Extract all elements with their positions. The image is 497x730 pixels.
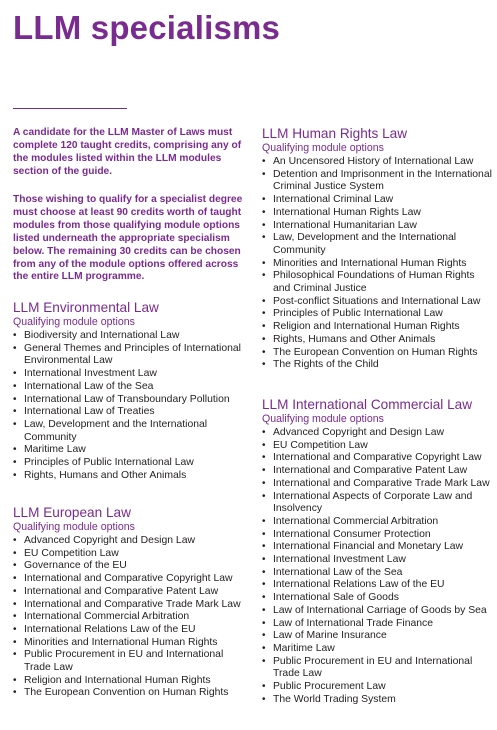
bullet-icon: • [262,194,266,206]
bullet-icon: • [13,418,17,430]
section-international-commercial-law [262,397,494,706]
module-label: International Investment Law [24,368,157,380]
module-item [13,586,249,599]
bullet-icon: • [262,554,266,566]
module-list [262,156,494,372]
bullet-icon: • [262,681,266,693]
bullet-icon: • [13,330,17,341]
module-item [262,220,494,233]
bullet-icon: • [262,359,266,371]
module-label: Law of Marine Insurance [273,630,387,642]
section-subtitle: Qualifying module options [262,413,384,425]
module-label: Governance of the EU [24,560,127,572]
bullet-icon: • [262,308,266,320]
module-item [262,359,494,372]
module-item [262,156,494,169]
module-item [13,419,249,444]
section-title: LLM International Commercial Law [262,397,473,412]
module-label: International Law of Treaties [24,406,155,418]
bullet-icon: • [13,535,17,546]
bullet-icon: • [262,427,266,438]
module-item [13,470,249,483]
intro-paragraph-2: Those wishing to qualify for a specialist degree must choose at least 90 credits worth of taught modules from those qualifying module options listed underneath the appropriate specialism below. The remaining 30 credits can be chosen from any of the module options offered across the entire LLM programme. [13,194,243,283]
module-label: Law of International Carriage of Goods by Sea [273,604,487,616]
module-item [13,624,249,637]
module-label: Maritime Law [24,444,86,456]
section-subtitle: Qualifying module options [13,316,135,328]
bullet-icon: • [262,528,266,540]
module-label: International Law of the Sea [273,566,403,578]
module-label: International Relations Law of the EU [24,623,196,635]
module-label: Minorities and International Human Rights [24,636,218,648]
bullet-icon: • [262,295,266,307]
page-title: LLM specialisms [13,9,281,46]
module-label: International and Comparative Patent Law [273,465,468,477]
module-label: International Investment Law [273,554,406,566]
module-item [262,643,494,656]
module-item [262,232,494,257]
module-item [262,630,494,643]
title-divider [13,108,127,109]
module-label: General Themes and Principles of International Environmental Law [24,342,241,367]
section-title: LLM Environmental Law [13,300,159,315]
module-item [262,169,494,194]
module-item [13,444,249,457]
module-item [13,573,249,586]
module-item [262,440,494,453]
section-subtitle: Qualifying module options [13,521,135,533]
section-environmental-law [13,300,249,482]
module-label: International Criminal Law [273,194,394,206]
bullet-icon: • [13,674,17,686]
bullet-icon: • [262,346,266,358]
module-label: Public Procurement Law [273,681,386,693]
module-label: International and Comparative Patent Law [24,585,219,597]
bullet-icon: • [262,206,266,218]
bullet-icon: • [262,617,266,629]
bullet-icon: • [262,270,266,282]
module-item [262,541,494,554]
section-title: LLM European Law [13,505,131,520]
module-label: International Sale of Goods [273,592,399,604]
module-item [13,394,249,407]
bullet-icon: • [13,560,17,572]
module-label: Post-conflict Situations and International Law [273,295,481,307]
bullet-icon: • [13,393,17,405]
module-label: Law of International Trade Finance [273,617,433,629]
module-item [262,427,494,440]
module-item [262,465,494,478]
module-label: Public Procurement in EU and International Trade Law [273,655,473,680]
module-item [262,554,494,567]
module-item [262,656,494,681]
bullet-icon: • [262,232,266,244]
module-item [262,308,494,321]
module-item [13,649,249,674]
section-subtitle: Qualifying module options [262,142,384,154]
module-label: Rights, Humans and Other Animals [24,469,187,481]
module-label: International Consumer Protection [273,528,431,540]
bullet-icon: • [262,333,266,345]
module-label: Public Procurement in EU and International Trade Law [24,649,224,674]
module-label: International Law of the Sea [24,380,154,392]
module-item [262,334,494,347]
module-label: Biodiversity and International Law [24,330,180,341]
bullet-icon: • [262,477,266,489]
bullet-icon: • [262,465,266,477]
module-item [13,330,249,343]
module-label: Rights, Humans and Other Animals [273,333,436,345]
section-human-rights-law [262,126,494,372]
module-label: The European Convention on Human Rights [24,687,229,699]
module-item [13,368,249,381]
module-label: International and Comparative Copyright Law [24,573,233,585]
bullet-icon: • [262,566,266,578]
bullet-icon: • [262,592,266,604]
module-item [262,321,494,334]
intro-paragraph-1: A candidate for the LLM Master of Laws must complete 120 taught credits, comprising any of the modules listed within the LLM modules section of the guide. [13,127,242,177]
bullet-icon: • [13,342,17,354]
bullet-icon: • [13,406,17,418]
section-european-law [13,505,249,700]
bullet-icon: • [262,321,266,333]
bullet-icon: • [262,630,266,642]
module-item [262,347,494,360]
module-label: An Uncensored History of International Law [273,156,474,167]
bullet-icon: • [13,469,17,481]
module-label: The Rights of the Child [273,359,379,371]
module-label: Detention and Imprisonment in the International Criminal Justice System [273,168,492,193]
module-item [262,194,494,207]
module-item [13,548,249,561]
module-label: International Aspects of Corporate Law and Insolvency [273,490,473,515]
module-label: International and Comparative Copyright Law [273,452,482,464]
module-item [262,270,494,295]
module-list [13,535,249,700]
module-item [262,452,494,465]
module-label: International Relations Law of the EU [273,579,445,591]
module-item [13,637,249,650]
module-item [262,567,494,580]
module-item [262,207,494,220]
module-list [13,330,249,482]
module-label: International Financial and Monetary Law [273,541,464,553]
bullet-icon: • [13,368,17,380]
module-label: Advanced Copyright and Design Law [273,427,444,438]
module-label: The European Convention on Human Rights [273,346,478,358]
module-label: International Law of Transboundary Pollution [24,393,230,405]
bullet-icon: • [13,649,17,661]
bullet-icon: • [262,642,266,654]
bullet-icon: • [13,623,17,635]
module-label: International Human Rights Law [273,206,421,218]
bullet-icon: • [262,515,266,527]
bullet-icon: • [262,604,266,616]
module-item [262,579,494,592]
bullet-icon: • [262,168,266,180]
module-label: International and Comparative Trade Mark Law [24,598,241,610]
bullet-icon: • [262,693,266,705]
module-item [262,618,494,631]
module-item [13,406,249,419]
module-item [13,457,249,470]
bullet-icon: • [13,444,17,456]
module-label: Religion and International Human Rights [273,321,460,333]
module-list [262,427,494,706]
module-label: Law, Development and the International Community [24,418,208,443]
bullet-icon: • [262,156,266,167]
module-label: EU Competition Law [24,547,119,559]
module-label: International Commercial Arbitration [273,515,439,527]
bullet-icon: • [13,380,17,392]
module-label: International and Comparative Trade Mark Law [273,477,490,489]
bullet-icon: • [13,457,17,469]
module-item [262,529,494,542]
module-item [262,681,494,694]
module-label: Advanced Copyright and Design Law [24,535,195,546]
bullet-icon: • [262,655,266,667]
module-label: EU Competition Law [273,439,368,451]
bullet-icon: • [262,541,266,553]
bullet-icon: • [13,585,17,597]
module-item [13,560,249,573]
module-item [13,599,249,612]
module-label: Law, Development and the International Community [273,232,457,256]
module-item [13,535,249,548]
module-label: International Commercial Arbitration [24,611,190,623]
bullet-icon: • [13,636,17,648]
module-label: Minorities and International Human Rights [273,257,467,269]
module-label: Principles of Public International Law [273,308,443,320]
bullet-icon: • [13,598,17,610]
module-label: Religion and International Human Rights [24,674,211,686]
module-item [262,694,494,707]
bullet-icon: • [13,573,17,585]
module-label: Philosophical Foundations of Human Rights and Criminal Justice [273,270,475,295]
bullet-icon: • [262,452,266,464]
bullet-icon: • [262,439,266,451]
bullet-icon: • [262,257,266,269]
module-item [13,343,249,368]
bullet-icon: • [262,490,266,502]
module-item [262,605,494,618]
module-item [262,592,494,605]
module-item [13,687,249,700]
module-label: International Humanitarian Law [273,219,417,231]
module-item [262,258,494,271]
module-label: The World Trading System [273,693,396,705]
module-item [262,478,494,491]
bullet-icon: • [13,547,17,559]
module-item [262,491,494,516]
module-label: Principles of Public International Law [24,457,194,469]
bullet-icon: • [262,219,266,231]
module-item [262,296,494,309]
module-item [13,611,249,624]
module-item [13,381,249,394]
section-title: LLM Human Rights Law [262,126,408,141]
bullet-icon: • [13,687,17,699]
bullet-icon: • [262,579,266,591]
module-item [262,516,494,529]
module-label: Maritime Law [273,642,335,654]
module-item [13,675,249,688]
bullet-icon: • [13,611,17,623]
